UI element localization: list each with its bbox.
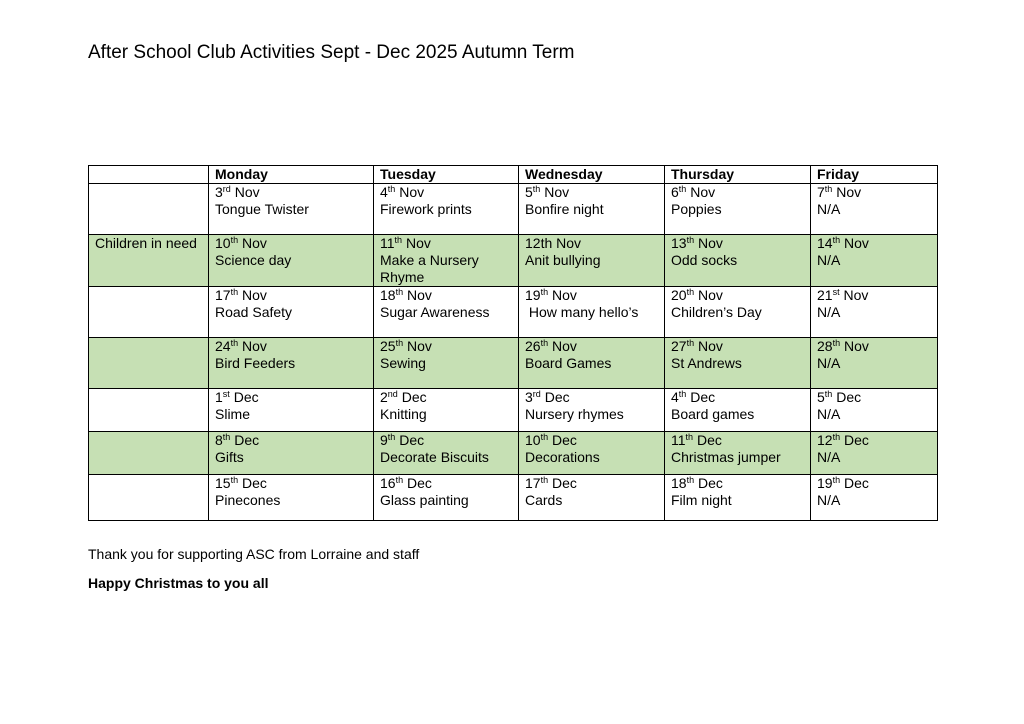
activity-text: Children’s Day [671,304,762,320]
date-day: 27 [671,338,687,354]
date-day: 18 [380,287,396,303]
date-month: Nov [843,287,869,303]
date-day: 26 [525,338,541,354]
header-cell-monday: Monday [209,166,374,184]
date-month: Nov [241,338,267,354]
date-day: 21 [817,287,833,303]
activity-text: N/A [817,406,841,422]
date-day: 4 [380,184,388,200]
date-day: 10 [215,235,231,251]
date-text [215,235,367,252]
date-text [671,338,804,355]
date-month: Dec [544,389,570,405]
activity-cell [209,432,374,475]
date-ordinal-suffix: th [832,432,841,442]
date-text [380,389,512,406]
activity-cell [374,475,519,521]
activity-cell [811,235,938,287]
date-text [817,432,931,449]
date-month: Dec [843,432,869,448]
activity-text: Nursery rhymes [525,406,624,422]
date-day: 19 [817,475,833,491]
date-day: 5 [817,389,825,405]
activities-table [88,165,938,521]
date-month: Dec [836,389,862,405]
date-ordinal-suffix: th [686,338,695,348]
date-month: Dec [233,389,259,405]
week-label-cell [89,287,209,338]
date-day: 10 [525,432,541,448]
activity-cell [811,475,938,521]
activity-text: Science day [215,252,292,268]
week-label-cell [89,432,209,475]
table-body [89,184,938,521]
date-ordinal-suffix: th [824,389,833,399]
activity-text: Gifts [215,449,244,465]
date-ordinal-suffix: th [832,475,841,485]
activity-text: Make a Nursery Rhyme [380,252,483,285]
date-ordinal-suffix: th [387,184,396,194]
date-text [380,287,512,304]
date-text [671,432,804,449]
date-ordinal-suffix: th [686,475,695,485]
date-day: 15 [215,475,231,491]
date-month: Dec [551,432,577,448]
date-month: Nov [551,338,577,354]
header-cell-friday: Friday [811,166,938,184]
date-ordinal-suffix: th [395,338,404,348]
activity-text: N/A [817,449,841,465]
activity-cell [374,389,519,432]
date-ordinal-suffix: th [540,287,549,297]
date-text [671,235,804,252]
date-text [671,287,804,304]
activity-cell [374,287,519,338]
date-text [817,184,931,201]
activity-cell [374,432,519,475]
activity-text: Road Safety [215,304,293,320]
table-row [89,287,938,338]
table-row [89,432,938,475]
activity-cell [519,184,665,235]
date-text [525,235,658,252]
date-day: 9 [380,432,388,448]
date-month: Nov [843,235,869,251]
date-day: 24 [215,338,231,354]
week-label-cell [89,389,209,432]
date-text [215,184,367,201]
table-header-row [89,166,938,184]
activity-cell [374,338,519,389]
header-cell-thursday: Thursday [665,166,811,184]
date-text [817,338,931,355]
date-day: 3 [525,389,533,405]
date-day: 8 [215,432,223,448]
header-cell-wednesday: Wednesday [519,166,665,184]
activity-cell [209,389,374,432]
date-text [817,287,931,304]
date-day: 13 [671,235,687,251]
date-month: Nov [241,287,267,303]
date-text [525,184,658,201]
activity-text: Sugar Awareness [380,304,490,320]
date-ordinal-suffix: th [540,432,549,442]
date-ordinal-suffix: th [532,184,541,194]
activity-cell [811,287,938,338]
date-day: 20 [671,287,687,303]
date-text [671,389,804,406]
activity-cell [519,475,665,521]
date-text [215,432,367,449]
document-title: After School Club Activities Sept - Dec 2025 Autumn Term [88,42,575,63]
activity-text: Decorations [525,449,600,465]
activity-cell [519,432,665,475]
date-day: 14 [817,235,833,251]
activity-cell [811,389,938,432]
date-month: Dec [697,475,723,491]
date-text [215,389,367,406]
thank-you-note: Thank you for supporting ASC from Lorraine and staff [88,546,420,562]
activity-text: Poppies [671,201,722,217]
date-text [215,475,367,492]
date-text [380,235,512,252]
activity-text: Odd socks [671,252,738,268]
date-ordinal-suffix: th [686,235,695,245]
activity-cell [811,432,938,475]
date-ordinal-suffix: th [832,338,841,348]
date-day: 4 [671,389,679,405]
activity-text: Glass painting [380,492,469,508]
table-row [89,475,938,521]
date-month: Nov [836,184,862,200]
activity-text: N/A [817,201,841,217]
activity-cell [519,338,665,389]
header-cell-tuesday: Tuesday [374,166,519,184]
activity-text: Board Games [525,355,612,371]
date-text [525,475,658,492]
date-month: Dec [843,475,869,491]
date-text [380,184,512,201]
date-text [817,235,931,252]
date-ordinal-suffix: th [230,475,239,485]
table-row [89,389,938,432]
date-ordinal-suffix: nd [387,389,398,399]
date-ordinal-suffix: rd [222,184,231,194]
date-day: 11 [380,235,395,251]
date-ordinal-suffix: th [395,475,404,485]
activity-text: Pinecones [215,492,281,508]
activity-text: N/A [817,492,841,508]
date-ordinal-suffix: th [540,475,549,485]
date-text [671,184,804,201]
activity-text: N/A [817,355,841,371]
date-ordinal-suffix: th [686,287,695,297]
date-month: Nov [406,287,432,303]
activity-cell [209,235,374,287]
activity-cell [519,389,665,432]
week-label-cell: Children in need [89,235,209,287]
date-text [525,338,658,355]
date-text [817,389,931,406]
date-text [215,287,367,304]
date-ordinal-suffix: th [387,432,396,442]
activity-text: Cards [525,492,563,508]
date-ordinal-suffix: th [394,235,403,245]
date-month: Nov [697,235,723,251]
table-row [89,235,938,287]
activity-text: Tongue Twister [215,201,309,217]
date-day: 25 [380,338,396,354]
activity-text: Anit bullying [525,252,601,268]
date-day: 5 [525,184,533,200]
activity-cell [209,287,374,338]
week-label-cell [89,184,209,235]
date-month: Dec [696,432,722,448]
activity-cell [665,338,811,389]
date-text [380,432,512,449]
date-day: 7 [817,184,825,200]
activity-cell [811,184,938,235]
activity-cell [665,475,811,521]
date-month: Nov [544,184,570,200]
date-day: 16 [380,475,396,491]
date-text [817,475,931,492]
week-label-cell [89,338,209,389]
activity-text: St Andrews [671,355,742,371]
activity-text: How many hello’s [525,304,639,320]
date-day: 1 [215,389,223,405]
date-text [215,338,367,355]
activity-cell [374,184,519,235]
date-month: Dec [241,475,267,491]
activity-cell [665,432,811,475]
activity-text: Slime [215,406,251,422]
date-ordinal-suffix: th [230,287,239,297]
activity-text: Bonfire night [525,201,604,217]
date-day: 3 [215,184,223,200]
date-day: 2 [380,389,388,405]
header-cell-empty [89,166,209,184]
activity-text: Firework prints [380,201,472,217]
activity-cell [665,184,811,235]
week-label-cell [89,475,209,521]
activity-text: Film night [671,492,732,508]
date-month: Dec [690,389,716,405]
date-text [525,287,658,304]
activity-cell [519,235,665,287]
date-month: Dec [234,432,260,448]
date-month: Dec [401,389,427,405]
date-text [525,389,658,406]
date-month: Nov [551,287,577,303]
date-ordinal-suffix: th [222,432,231,442]
date-day: 28 [817,338,833,354]
activity-text: Bird Feeders [215,355,296,371]
date-ordinal-suffix: th [230,235,239,245]
date-ordinal-suffix: th [395,287,404,297]
activity-cell [519,287,665,338]
activity-text: Decorate Biscuits [380,449,489,465]
activity-cell [665,235,811,287]
date-month: Nov [234,184,260,200]
date-ordinal-suffix: th [540,338,549,348]
date-day: 18 [671,475,687,491]
date-month: Nov [697,338,723,354]
date-month: Dec [406,475,432,491]
date-day: 11 [671,432,686,448]
date-month: Nov [697,287,723,303]
date-month: Nov [405,235,431,251]
activity-text: N/A [817,304,841,320]
table-row [89,338,938,389]
date-text [525,432,658,449]
date-ordinal-suffix: th [678,389,687,399]
date-day: 17 [525,475,541,491]
date-ordinal-suffix: rd [532,389,541,399]
date-text [380,475,512,492]
date-day: 19 [525,287,541,303]
activity-text: Knitting [380,406,427,422]
activity-cell [209,338,374,389]
activity-text: Christmas jumper [671,449,781,465]
date-text [380,338,512,355]
date-day: 6 [671,184,679,200]
date-day: 12 [817,432,833,448]
date-ordinal-suffix: th [678,184,687,194]
activity-text: N/A [817,252,841,268]
date-ordinal-suffix: st [222,389,230,399]
date-ordinal-suffix: th [832,235,841,245]
date-month: Nov [843,338,869,354]
date-month: Nov [241,235,267,251]
date-month: Nov [406,338,432,354]
activity-cell [665,389,811,432]
activity-cell [209,184,374,235]
date-month: Nov [690,184,716,200]
date-ordinal-suffix: th [230,338,239,348]
date-day: 12th Nov [525,235,582,251]
date-month: Nov [399,184,425,200]
activity-text: Sewing [380,355,426,371]
activity-cell [811,338,938,389]
activity-cell [665,287,811,338]
date-month: Dec [399,432,425,448]
date-ordinal-suffix: st [832,287,840,297]
date-day: 17 [215,287,231,303]
activity-text: Board games [671,406,755,422]
date-text [671,475,804,492]
activity-cell [209,475,374,521]
activity-cell [374,235,519,287]
date-ordinal-suffix: th [824,184,833,194]
date-ordinal-suffix: th [685,432,694,442]
table-row [89,184,938,235]
date-month: Dec [551,475,577,491]
christmas-signoff: Happy Christmas to you all [88,575,269,591]
